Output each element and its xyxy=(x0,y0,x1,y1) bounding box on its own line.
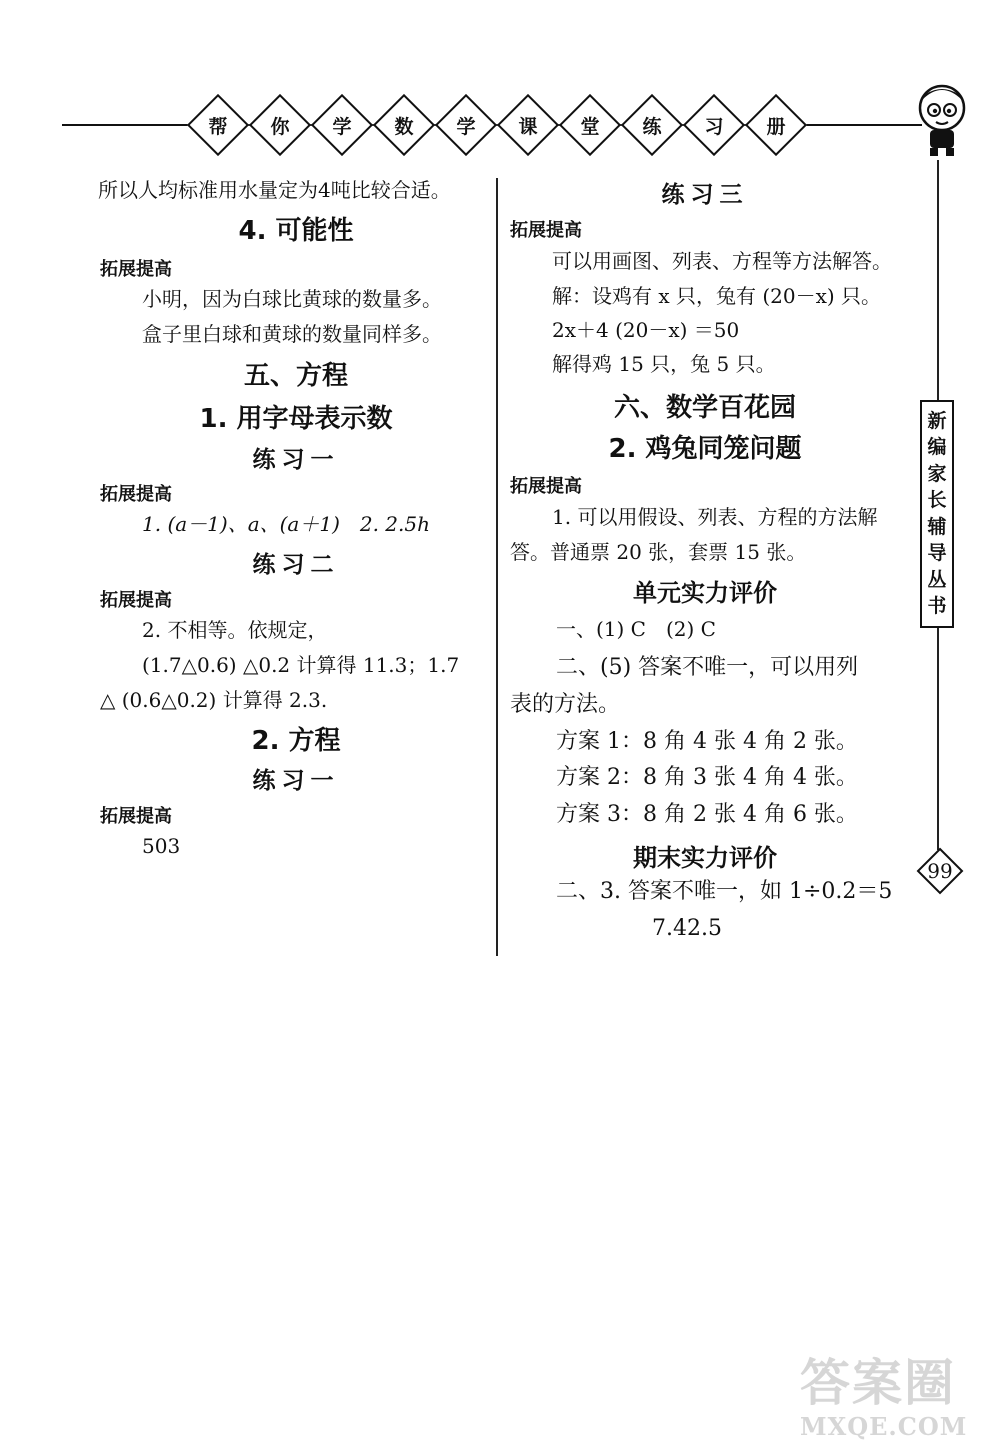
text-line: 解得鸡 15 只，兔 5 只。 xyxy=(552,352,776,376)
exercise-heading: 练习三 xyxy=(661,182,749,208)
text-line: △ (0.6△0.2) 计算得 2.3. xyxy=(100,688,328,712)
section-heading: 2. 鸡兔同笼问题 xyxy=(608,434,802,464)
header-char: 册 xyxy=(745,94,807,156)
subheading: 拓展提高 xyxy=(100,484,172,505)
section-heading: 4. 可能性 xyxy=(238,216,354,246)
text-line: 2. 不相等。依规定， xyxy=(142,618,328,642)
header-char: 学 xyxy=(311,94,373,156)
text-line: 盒子里白球和黄球的数量同样多。 xyxy=(142,322,442,346)
text-line: 方案 3：8 角 2 张 4 角 6 张。 xyxy=(556,802,858,827)
series-char: 丛 xyxy=(927,568,947,591)
column-divider xyxy=(496,178,498,956)
page-number: 99 xyxy=(916,847,964,895)
subheading: 拓展提高 xyxy=(100,259,172,280)
subheading: 拓展提高 xyxy=(100,590,172,611)
series-char: 书 xyxy=(927,595,947,618)
header-char: 堂 xyxy=(559,94,621,156)
section-heading: 六、数学百花园 xyxy=(613,393,796,423)
subheading: 拓展提高 xyxy=(100,806,172,827)
text-line: 1. (a－1)、a、(a＋1) 2. 2.5h xyxy=(142,512,430,536)
text-line: 解：设鸡有 x 只，兔有 (20－x) 只。 xyxy=(552,284,882,308)
header-char: 习 xyxy=(683,94,745,156)
subheading: 拓展提高 xyxy=(510,220,582,241)
watermark-url: MXQE.COM xyxy=(800,1412,968,1441)
header-char: 你 xyxy=(249,94,311,156)
series-char: 辅 xyxy=(927,515,947,538)
text-line: 2x＋4 (20－x) ＝50 xyxy=(552,318,740,342)
text-line: 1. 可以用假设、列表、方程的方法解 xyxy=(552,505,878,529)
series-char: 导 xyxy=(927,542,947,565)
section-heading: 1. 用字母表示数 xyxy=(199,404,393,434)
header-char: 数 xyxy=(373,94,435,156)
text-line: 所以人均标准用水量定为4吨比较合适。 xyxy=(98,178,451,202)
watermark-logo: 答案圈 xyxy=(800,1353,956,1412)
section-heading: 五、方程 xyxy=(243,361,348,391)
text-line: 7.42.5 xyxy=(652,916,722,941)
section-heading: 2. 方程 xyxy=(251,726,341,756)
text-line: 一、(1) C (2) C xyxy=(556,617,716,641)
exercise-heading: 练习一 xyxy=(252,447,340,473)
exercise-heading: 练习一 xyxy=(252,768,340,794)
header-char: 学 xyxy=(435,94,497,156)
text-line: (1.7△0.6) △0.2 计算得 11.3；1.7 xyxy=(142,653,460,677)
subheading: 拓展提高 xyxy=(510,476,582,497)
text-line: 答。普通票 20 张，套票 15 张。 xyxy=(510,540,807,564)
exercise-heading: 练习二 xyxy=(252,552,340,578)
section-heading: 单元实力评价 xyxy=(633,579,777,607)
mascot-icon xyxy=(914,82,970,158)
series-label xyxy=(920,400,954,628)
text-line: 可以用画图、列表、方程等方法解答。 xyxy=(552,249,892,273)
text-line: 503 xyxy=(142,834,181,858)
header-char: 练 xyxy=(621,94,683,156)
text-line: 二、(5) 答案不唯一，可以用列 xyxy=(556,655,859,680)
series-char: 编 xyxy=(927,436,947,459)
text-line: 方案 1：8 角 4 张 4 角 2 张。 xyxy=(556,729,858,754)
header-char: 课 xyxy=(497,94,559,156)
section-heading: 期末实力评价 xyxy=(633,844,777,872)
text-line: 小明，因为白球比黄球的数量多。 xyxy=(142,287,442,311)
header-char: 帮 xyxy=(187,94,249,156)
watermark xyxy=(800,1353,968,1441)
text-line: 方案 2：8 角 3 张 4 角 4 张。 xyxy=(556,765,858,790)
series-char: 长 xyxy=(927,489,947,512)
text-line: 表的方法。 xyxy=(510,692,621,717)
series-char: 新 xyxy=(927,409,947,432)
series-char: 家 xyxy=(927,462,947,485)
text-line: 二、3. 答案不唯一，如 1÷0.2＝5 xyxy=(556,879,893,904)
